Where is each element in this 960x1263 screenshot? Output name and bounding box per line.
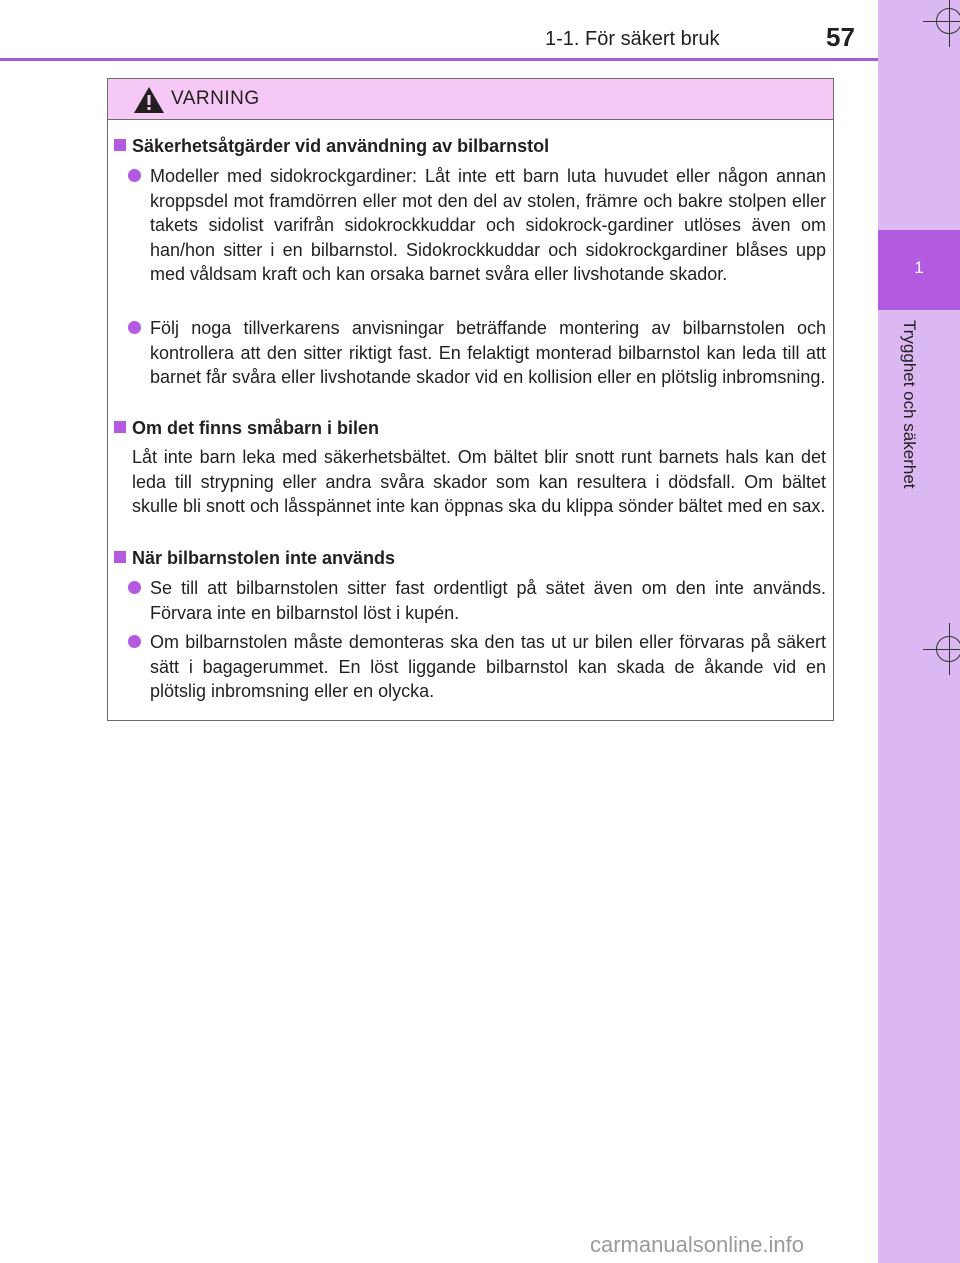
header-rule — [0, 58, 878, 61]
section-heading: Om det finns småbarn i bilen — [114, 418, 379, 439]
page-number: 57 — [826, 22, 855, 52]
round-bullet-icon — [128, 581, 141, 594]
crop-mark-middle-icon — [936, 636, 960, 662]
warning-header — [108, 79, 833, 120]
round-bullet-icon — [128, 635, 141, 648]
round-bullet-icon — [128, 321, 141, 334]
square-bullet-icon — [114, 551, 126, 563]
paragraph: Låt inte barn leka med säkerhetsbältet. Om bältet blir snott runt barnets hals kan det leda till strypning eller andra svåra skador som kan resultera i dödsfall. Om bältet skulle bli snott och låsspännet inte kan öppnas ska du klippa sönder bältet med en sax. — [132, 447, 826, 516]
section-title: 1-1. För säkert bruk — [545, 28, 720, 50]
list-item: Modeller med sidokrockgardiner: Låt inte ett barn luta huvudet eller någon annan kroppsdel mot framdörren eller mot den del av stolen, främre och bakre stolpen eller takets sidolist varifrån sidokrockkuddar och sidokrock-gardiner utlöses även om han/hon sitter i en bilbarnstol. Sidokrockkuddar och sidokrockgardiner blåses upp med våldsam kraft och kan orsaka barnet svåra eller livshotande skador. — [128, 164, 826, 287]
warning-title: VARNING — [171, 88, 260, 109]
section-heading: När bilbarnstolen inte används — [114, 548, 395, 569]
square-bullet-icon — [114, 421, 126, 433]
round-bullet-icon — [128, 169, 141, 182]
watermark: carmanualsonline.info — [590, 1232, 805, 1257]
chapter-title: Trygghet och säkerhet — [900, 320, 919, 489]
list-item: Om bilbarnstolen måste demonteras ska den tas ut ur bilen eller förvaras på säkert sätt i bagagerummet. En löst liggande bilbarnstol kan skada de åkande vid en plötslig inbromsning eller en olycka. — [128, 630, 826, 704]
list-item: Följ noga tillverkarens anvisningar beträffande montering av bilbarnstolen och kontrollera att den sitter riktigt fast. En felaktigt monterad bilbarnstol kan leda till att barnet får svåra eller livshotande skador vid en kollision eller en plötslig inbromsning. — [128, 316, 826, 390]
warning-box — [107, 78, 834, 721]
square-bullet-icon — [114, 139, 126, 151]
section-heading: Säkerhetsåtgärder vid användning av bilbarnstol — [114, 136, 549, 157]
warning-triangle-icon — [132, 85, 166, 115]
crop-mark-top-icon — [936, 8, 960, 34]
chapter-number: 1 — [914, 258, 924, 277]
list-item: Se till att bilbarnstolen sitter fast ordentligt på sätet även om den inte används. Förvara inte en bilbarnstol löst i kupén. — [128, 576, 826, 625]
